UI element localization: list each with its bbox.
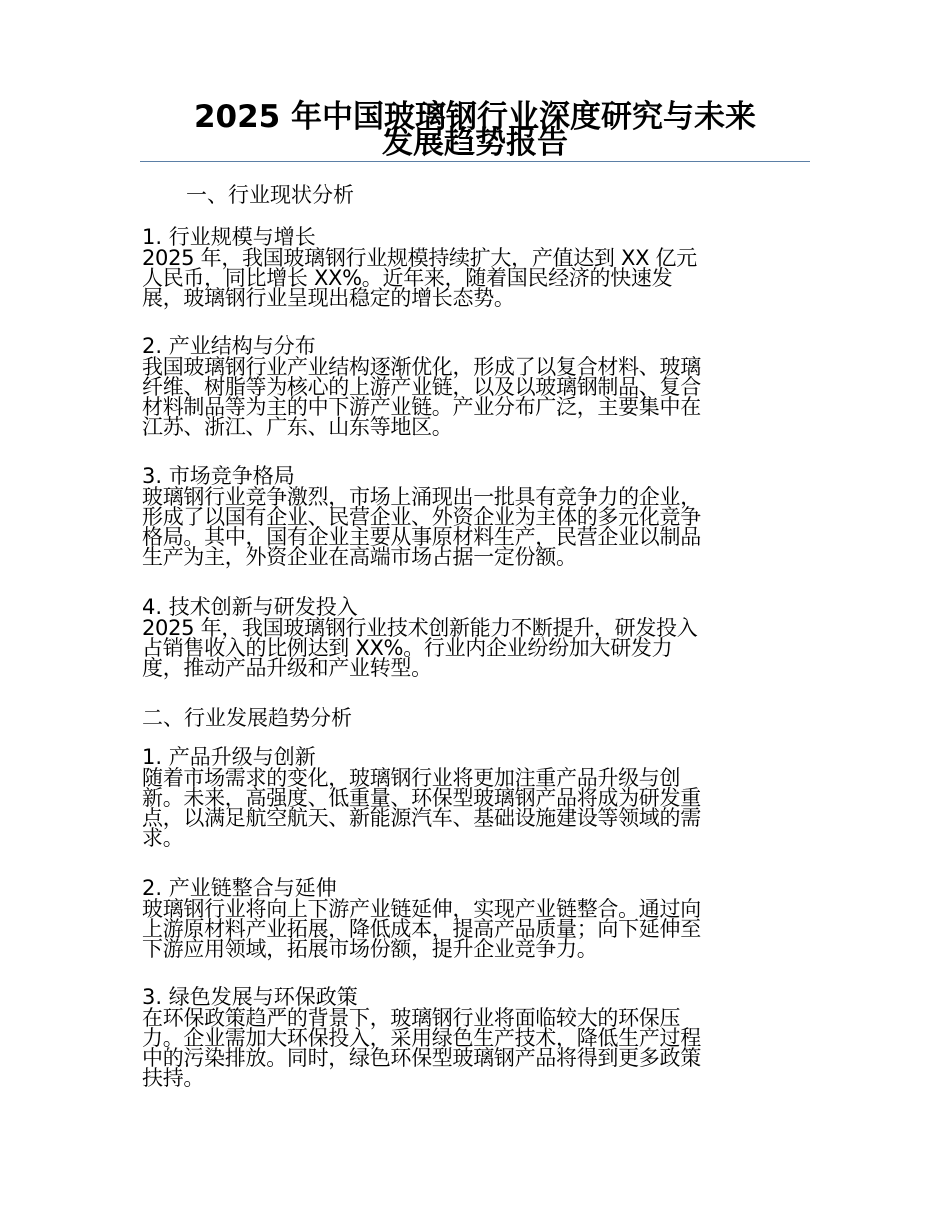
subsection-2-3: [142, 986, 812, 1088]
paragraph-line: 江苏、浙江、广东、山东等地区。: [142, 415, 453, 439]
paragraph-line: 下游应用领域，拓展市场份额，提升企业竞争力。: [142, 937, 598, 961]
paragraph-line: 格局。其中，国有企业主要从事原材料生产，民营企业以制品: [142, 525, 701, 549]
paragraph-line: 我国玻璃钢行业产业结构逐渐优化，形成了以复合材料、玻璃: [142, 355, 701, 379]
paragraph-line: 上游原材料产业拓展，降低成本，提高产品质量；向下延伸至: [142, 917, 701, 941]
section-2-heading: 二、行业发展趋势分析: [142, 706, 352, 730]
paragraph-line: 随着市场需求的变化，玻璃钢行业将更加注重产品升级与创: [142, 766, 681, 790]
paragraph-line: 中的污染排放。同时，绿色环保型玻璃钢产品将得到更多政策: [142, 1046, 701, 1070]
subsection-1-2: [142, 335, 812, 437]
paragraph-line: 扶持。: [142, 1066, 205, 1090]
paragraph-line: 展，玻璃钢行业呈现出稳定的增长态势。: [142, 286, 515, 310]
subsection-heading: 3. 绿色发展与环保政策: [142, 985, 358, 1009]
paragraph-line: 人民币，同比增长 XX%。近年来，随着国民经济的快速发: [142, 266, 673, 290]
paragraph-line: 占销售收入的比例达到 XX%。行业内企业纷纷加大研发力: [142, 636, 673, 660]
paragraph-line: 点，以满足航空航天、新能源汽车、基础设施建设等领域的需: [142, 806, 701, 830]
paragraph: [142, 618, 812, 678]
document-title: [140, 99, 810, 161]
subsection-2-1: [142, 746, 812, 848]
subsection-heading: 4. 技术创新与研发投入: [142, 595, 358, 619]
paragraph: [142, 1008, 812, 1088]
title-underline: [140, 161, 810, 162]
subsection-heading: 2. 产业链整合与延伸: [142, 876, 337, 900]
paragraph-line: 形成了以国有企业、民营企业、外资企业为主体的多元化竞争: [142, 505, 701, 529]
subsection-1-3: [142, 465, 812, 567]
paragraph: [142, 487, 812, 567]
paragraph-line: 玻璃钢行业竞争激烈，市场上涌现出一批具有竞争力的企业，: [142, 485, 701, 509]
document-title-line-2: 发展趋势报告: [382, 125, 568, 161]
paragraph-line: 求。: [142, 826, 184, 850]
paragraph-line: 在环保政策趋严的背景下，玻璃钢行业将面临较大的环保压: [142, 1006, 681, 1030]
paragraph-line: 纤维、树脂等为核心的上游产业链，以及以玻璃钢制品、复合: [142, 375, 701, 399]
paragraph-line: 2025 年，我国玻璃钢行业规模持续扩大，产值达到 XX 亿元: [142, 246, 697, 270]
section-1-heading: 一、行业现状分析: [186, 183, 354, 207]
subsection-heading: 1. 产品升级与创新: [142, 745, 316, 769]
paragraph-line: 新。未来，高强度、低重量、环保型玻璃钢产品将成为研发重: [142, 786, 701, 810]
paragraph: [142, 248, 812, 308]
paragraph-line: 玻璃钢行业将向上下游产业链延伸，实现产业链整合。通过向: [142, 897, 701, 921]
paragraph-line: 2025 年，我国玻璃钢行业技术创新能力不断提升，研发投入: [142, 616, 698, 640]
paragraph: [142, 357, 812, 437]
document-title-line-1: 2025 年中国玻璃钢行业深度研究与未来: [193, 99, 757, 135]
subsection-heading: 1. 行业规模与增长: [142, 225, 316, 249]
paragraph-line: 力。企业需加大环保投入，采用绿色生产技术，降低生产过程: [142, 1026, 701, 1050]
paragraph-line: 材料制品等为主的中下游产业链。产业分布广泛，主要集中在: [142, 395, 701, 419]
paragraph: [142, 768, 812, 848]
subsection-heading: 2. 产业结构与分布: [142, 334, 316, 358]
subsection-heading: 3. 市场竞争格局: [142, 464, 295, 488]
subsection-1-1: [142, 226, 812, 308]
paragraph-line: 度，推动产品升级和产业转型。: [142, 656, 432, 680]
subsection-2-2: [142, 877, 812, 959]
subsection-1-4: [142, 596, 812, 678]
paragraph-line: 生产为主，外资企业在高端市场占据一定份额。: [142, 545, 577, 569]
paragraph: [142, 899, 812, 959]
